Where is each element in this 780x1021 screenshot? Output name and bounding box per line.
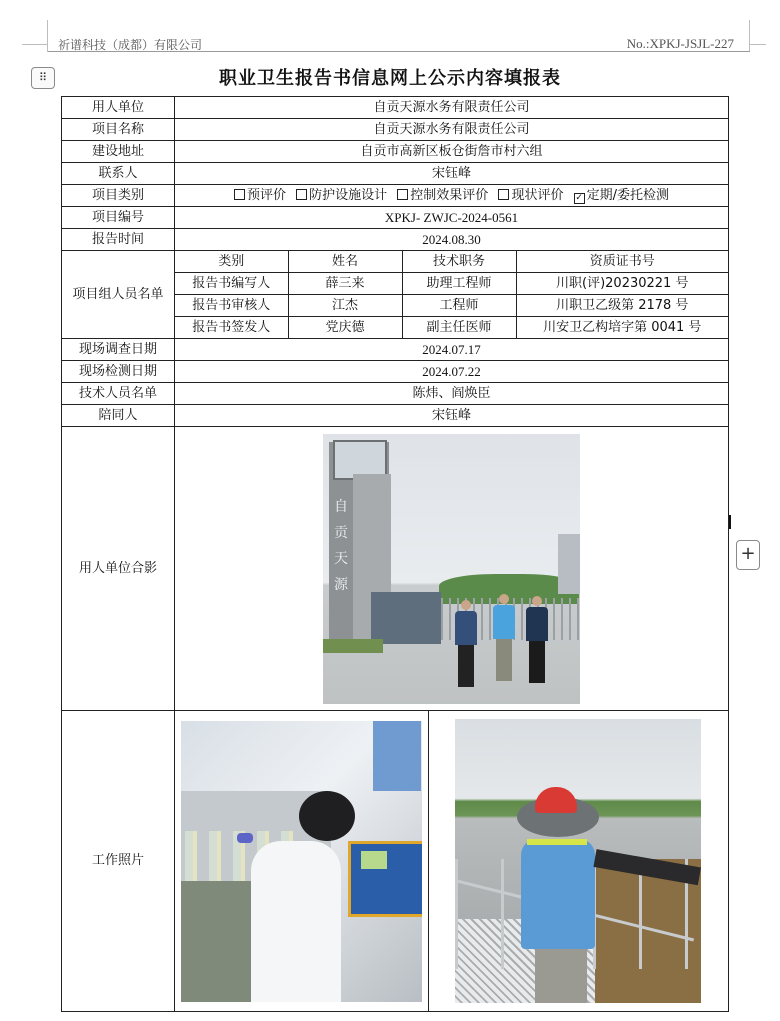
technician-head xyxy=(299,791,355,841)
label-project-no: 项目编号 xyxy=(62,207,175,229)
table-row xyxy=(175,295,728,317)
device-screen xyxy=(361,851,387,869)
row-address xyxy=(62,141,729,163)
group-photo-cell xyxy=(175,427,729,711)
worker-helmet xyxy=(535,787,577,813)
technician-glove xyxy=(237,833,253,843)
team-role[interactable]: 报告书审核人 xyxy=(175,295,288,317)
row-project-name xyxy=(62,119,729,141)
row-survey-date xyxy=(62,339,729,361)
table-drag-handle-icon[interactable]: ⠿ xyxy=(31,67,55,89)
row-work-photos xyxy=(62,711,729,1012)
header-doc-number: No.:XPKJ-JSJL-227 xyxy=(626,36,734,51)
team-header-title: 技术职务 xyxy=(402,251,516,273)
lab-window xyxy=(373,721,421,791)
team-role[interactable]: 报告书签发人 xyxy=(175,317,288,339)
category-option-periodic-testing[interactable]: ✓ 定期/委托检测 xyxy=(575,187,669,203)
team-role[interactable]: 报告书编写人 xyxy=(175,273,288,295)
team-header-name: 姓名 xyxy=(288,251,402,273)
header-company: 祈谱科技（成都）有限公司 xyxy=(58,38,203,52)
value-address[interactable]: 自贡市高新区板仓街詹市村六组 xyxy=(175,141,729,163)
label-report-date: 报告时间 xyxy=(62,229,175,251)
team-certificate[interactable]: 川职(评)20230221 号 xyxy=(516,273,728,295)
person-right xyxy=(526,596,548,683)
person-middle xyxy=(493,594,515,681)
label-address: 建设地址 xyxy=(62,141,175,163)
team-table-cell xyxy=(175,251,729,339)
row-team xyxy=(62,251,729,339)
value-test-date[interactable]: 2024.07.22 xyxy=(175,361,729,383)
category-option-control-effect[interactable]: 控制效果评价 xyxy=(397,188,488,203)
team-certificate[interactable]: 川安卫乙构培字第 0041 号 xyxy=(543,320,702,335)
worker-shirt xyxy=(521,839,595,949)
label-survey-date: 现场调查日期 xyxy=(62,339,175,361)
header-corner-mark-left xyxy=(22,44,48,45)
category-options xyxy=(175,185,729,207)
header-corner-mark-right xyxy=(749,20,750,52)
team-header-category: 类别 xyxy=(175,251,288,273)
row-category xyxy=(62,185,729,207)
label-work-photos: 工作照片 xyxy=(62,711,175,1012)
category-option-status-evaluation[interactable]: 现状评价 xyxy=(498,188,563,203)
page-title: 职业卫生报告书信息网上公示内容填报表 xyxy=(219,68,561,89)
work-photo-lab-cell xyxy=(175,711,428,1011)
label-employer: 用人单位 xyxy=(62,97,175,119)
team-title[interactable]: 助理工程师 xyxy=(402,273,516,295)
header-corner-mark-right-horizontal xyxy=(749,44,766,45)
row-test-date xyxy=(62,361,729,383)
add-row-button[interactable]: + xyxy=(736,540,760,570)
grass xyxy=(323,639,383,653)
label-test-date: 现场检测日期 xyxy=(62,361,175,383)
checkbox-checked-icon: ✓ xyxy=(575,192,583,203)
right-building xyxy=(558,534,580,594)
disclosure-form-table xyxy=(61,96,729,1012)
worker-vest-strip xyxy=(527,839,587,845)
team-table xyxy=(175,251,728,338)
category-option-protection-design[interactable]: 防护设施设计 xyxy=(296,188,387,203)
team-name[interactable]: 江杰 xyxy=(288,295,402,317)
team-name[interactable]: 党庆德 xyxy=(288,317,402,339)
value-employer[interactable]: 自贡天源水务有限责任公司 xyxy=(175,97,729,119)
work-photo-lab-image[interactable] xyxy=(181,721,422,1002)
label-contact: 联系人 xyxy=(62,163,175,185)
header-corner-mark-left-vertical xyxy=(47,20,48,52)
gate-sign-text: 自贡天源 xyxy=(334,498,348,593)
person-left xyxy=(455,600,477,687)
value-survey-date[interactable]: 2024.07.17 xyxy=(175,339,729,361)
team-header-row xyxy=(175,251,728,273)
team-header-certificate: 资质证书号 xyxy=(516,251,728,273)
value-escort[interactable]: 宋钰峰 xyxy=(175,405,729,427)
row-report-date xyxy=(62,229,729,251)
worker-pants xyxy=(535,949,587,1003)
value-contact[interactable]: 宋钰峰 xyxy=(175,163,729,185)
label-tech-staff: 技术人员名单 xyxy=(62,383,175,405)
work-photo-outdoor-cell xyxy=(428,711,728,1011)
row-contact xyxy=(62,163,729,185)
lab-coat xyxy=(251,841,341,1002)
label-project-name: 项目名称 xyxy=(62,119,175,141)
value-project-no[interactable]: XPKJ- ZWJC-2024-0561 xyxy=(175,207,729,229)
team-name[interactable]: 薛三来 xyxy=(288,273,402,295)
value-report-date[interactable]: 2024.08.30 xyxy=(175,229,729,251)
work-photos-cell xyxy=(175,711,729,1012)
row-escort xyxy=(62,405,729,427)
row-employer xyxy=(62,97,729,119)
label-category: 项目类别 xyxy=(62,185,175,207)
row-tech-staff xyxy=(62,383,729,405)
value-tech-staff[interactable]: 陈炜、阎焕臣 xyxy=(175,383,729,405)
checkbox-icon xyxy=(296,189,307,200)
checkbox-icon xyxy=(498,189,509,200)
team-title[interactable]: 副主任医师 xyxy=(402,317,516,339)
row-group-photo xyxy=(62,427,729,711)
gate-wall xyxy=(371,592,441,644)
table-row xyxy=(175,317,728,339)
row-project-no xyxy=(62,207,729,229)
work-photos-table xyxy=(175,711,728,1011)
table-row xyxy=(175,273,728,295)
team-certificate[interactable]: 川职卫乙级第 2178 号 xyxy=(516,295,728,317)
label-escort: 陪同人 xyxy=(62,405,175,427)
value-project-name[interactable]: 自贡天源水务有限责任公司 xyxy=(175,119,729,141)
checkbox-icon xyxy=(234,189,245,200)
checkbox-icon xyxy=(397,189,408,200)
team-title[interactable]: 工程师 xyxy=(402,295,516,317)
group-photo-image[interactable] xyxy=(323,434,580,704)
category-option-pre-evaluation[interactable]: 预评价 xyxy=(234,188,286,203)
work-photo-outdoor-image[interactable] xyxy=(455,719,701,1003)
label-team: 项目组人员名单 xyxy=(62,251,175,339)
label-group-photo: 用人单位合影 xyxy=(62,427,175,711)
